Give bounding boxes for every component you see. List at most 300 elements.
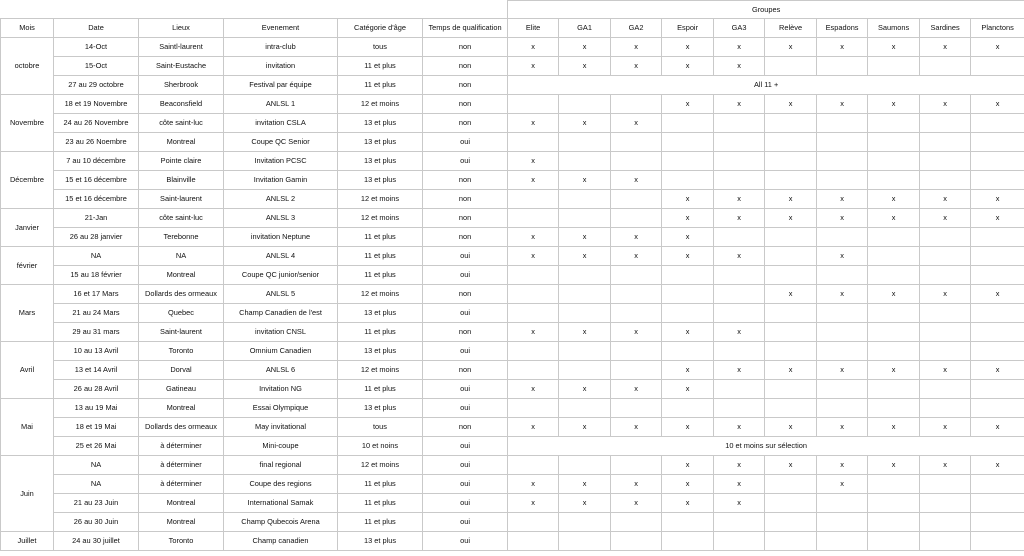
age-category-cell: 12 et moins (338, 361, 423, 380)
date-cell: 10 au 13 Avril (54, 342, 139, 361)
group-mark-cell (817, 304, 868, 323)
group-mark-cell: x (611, 114, 662, 133)
group-mark-cell (611, 513, 662, 532)
date-cell: 21-Jan (54, 209, 139, 228)
event-cell: Coupe QC junior/senior (224, 266, 338, 285)
group-mark-cell (920, 304, 971, 323)
group-mark-cell (868, 114, 920, 133)
group-mark-cell: x (765, 361, 817, 380)
age-category-cell: 13 et plus (338, 342, 423, 361)
age-category-cell: 11 et plus (338, 475, 423, 494)
age-category-cell: 12 et moins (338, 190, 423, 209)
event-cell: Invitation PCSC (224, 152, 338, 171)
table-row (1, 190, 1024, 209)
group-mark-cell: x (662, 475, 714, 494)
group-mark-cell (817, 266, 868, 285)
group-mark-cell (971, 171, 1024, 190)
group-mark-cell (559, 342, 611, 361)
group-mark-cell (611, 152, 662, 171)
location-cell: Toronto (139, 342, 224, 361)
date-cell: 26 au 28 janvier (54, 228, 139, 247)
group-mark-cell (611, 133, 662, 152)
group-mark-cell: x (611, 228, 662, 247)
group-mark-cell (559, 399, 611, 418)
group-mark-cell (765, 114, 817, 133)
event-cell: Champ canadien (224, 532, 338, 551)
month-cell: Juin (1, 456, 54, 532)
qualification-cell: oui (423, 380, 508, 399)
group-mark-cell (559, 95, 611, 114)
group-mark-cell: x (611, 171, 662, 190)
date-cell: 26 au 30 Juin (54, 513, 139, 532)
group-mark-cell: x (559, 114, 611, 133)
group-mark-cell: x (765, 285, 817, 304)
group-mark-cell (714, 285, 765, 304)
group-mark-cell: x (817, 95, 868, 114)
qualification-cell: oui (423, 494, 508, 513)
group-mark-cell (817, 323, 868, 342)
group-mark-cell: x (817, 190, 868, 209)
group-mark-cell (868, 57, 920, 76)
group-mark-cell: x (714, 456, 765, 475)
group-mark-cell (920, 152, 971, 171)
group-mark-cell (920, 342, 971, 361)
age-category-cell: 12 et moins (338, 209, 423, 228)
qualification-cell: non (423, 209, 508, 228)
date-cell: 24 au 30 juillet (54, 532, 139, 551)
group-mark-cell (971, 57, 1024, 76)
event-cell: Essai Olympique (224, 399, 338, 418)
group-mark-cell (611, 342, 662, 361)
table-row (1, 285, 1024, 304)
group-mark-cell (662, 399, 714, 418)
month-cell: Janvier (1, 209, 54, 247)
group-mark-cell: x (971, 418, 1024, 437)
group-mark-cell: x (714, 418, 765, 437)
location-cell: Saint-laurent (139, 323, 224, 342)
group-mark-cell: x (662, 494, 714, 513)
table-row (1, 323, 1024, 342)
group-mark-cell: x (920, 209, 971, 228)
group-mark-cell (765, 399, 817, 418)
qualification-cell: non (423, 57, 508, 76)
table-row (1, 38, 1024, 57)
group-mark-cell: x (508, 38, 559, 57)
group-mark-cell (508, 266, 559, 285)
group-mark-cell: x (559, 494, 611, 513)
column-header: Relève (765, 19, 817, 38)
group-mark-cell: x (868, 209, 920, 228)
month-cell: février (1, 247, 54, 285)
group-mark-cell: x (868, 190, 920, 209)
group-mark-cell: x (559, 380, 611, 399)
group-mark-cell (971, 114, 1024, 133)
group-mark-cell: x (662, 456, 714, 475)
group-mark-cell: x (920, 38, 971, 57)
group-mark-cell (765, 475, 817, 494)
table-row (1, 361, 1024, 380)
column-header: Espoir (662, 19, 714, 38)
event-cell: Invitation NG (224, 380, 338, 399)
date-cell: 24 au 26 Novembre (54, 114, 139, 133)
group-mark-cell (559, 190, 611, 209)
event-cell: invitation CNSL (224, 323, 338, 342)
group-mark-cell: x (920, 95, 971, 114)
event-cell: Invitation Gamin (224, 171, 338, 190)
date-cell: 21 au 24 Mars (54, 304, 139, 323)
table-row (1, 209, 1024, 228)
age-category-cell: 11 et plus (338, 513, 423, 532)
event-cell: Mini-coupe (224, 437, 338, 456)
location-cell: côte saint-luc (139, 114, 224, 133)
month-cell: Avril (1, 342, 54, 399)
age-category-cell: 13 et plus (338, 532, 423, 551)
table-row (1, 494, 1024, 513)
qualification-cell: non (423, 190, 508, 209)
table-row (1, 304, 1024, 323)
group-mark-cell: x (559, 418, 611, 437)
group-mark-cell (971, 380, 1024, 399)
group-mark-cell (765, 57, 817, 76)
column-header: Lieux (139, 19, 224, 38)
group-mark-cell: x (920, 456, 971, 475)
group-mark-cell (971, 266, 1024, 285)
location-cell: Saint-Eustache (139, 57, 224, 76)
location-cell: Saint-laurent (139, 190, 224, 209)
event-cell: ANLSL 3 (224, 209, 338, 228)
age-category-cell: 10 et noins (338, 437, 423, 456)
group-mark-cell (868, 247, 920, 266)
qualification-cell: oui (423, 399, 508, 418)
table-row (1, 76, 1024, 95)
group-mark-cell: x (714, 475, 765, 494)
group-mark-cell (817, 228, 868, 247)
qualification-cell: non (423, 76, 508, 95)
age-category-cell: 11 et plus (338, 57, 423, 76)
qualification-cell: oui (423, 532, 508, 551)
group-mark-cell: x (920, 190, 971, 209)
event-cell: Champ Qubecois Arena (224, 513, 338, 532)
group-mark-cell: x (868, 38, 920, 57)
table-row (1, 114, 1024, 133)
group-mark-cell (714, 304, 765, 323)
column-header: Catégorie d'âge (338, 19, 423, 38)
group-mark-cell (765, 342, 817, 361)
group-mark-cell (920, 380, 971, 399)
location-cell: Quebec (139, 304, 224, 323)
group-mark-cell (508, 209, 559, 228)
group-mark-cell (662, 532, 714, 551)
group-mark-cell: x (765, 456, 817, 475)
group-mark-cell (817, 532, 868, 551)
date-cell: 7 au 10 décembre (54, 152, 139, 171)
date-cell: 23 au 26 Noembre (54, 133, 139, 152)
group-mark-cell (714, 380, 765, 399)
column-header: GA2 (611, 19, 662, 38)
column-header: GA3 (714, 19, 765, 38)
date-cell: 14-Oct (54, 38, 139, 57)
group-mark-cell (508, 342, 559, 361)
group-mark-cell (662, 266, 714, 285)
month-cell: Mars (1, 285, 54, 342)
group-mark-cell: x (765, 190, 817, 209)
group-mark-cell (765, 323, 817, 342)
qualification-cell: oui (423, 304, 508, 323)
group-mark-cell (971, 399, 1024, 418)
group-mark-cell: x (508, 475, 559, 494)
group-mark-cell: x (971, 190, 1024, 209)
event-cell: invitation (224, 57, 338, 76)
group-mark-cell (971, 342, 1024, 361)
table-row (1, 418, 1024, 437)
group-mark-cell (559, 285, 611, 304)
group-mark-cell: x (971, 456, 1024, 475)
group-mark-cell: x (714, 57, 765, 76)
qualification-cell: oui (423, 266, 508, 285)
group-mark-cell (714, 266, 765, 285)
age-category-cell: 12 et moins (338, 456, 423, 475)
group-mark-cell (920, 323, 971, 342)
table-row (1, 266, 1024, 285)
group-mark-cell (559, 304, 611, 323)
event-cell: Coupe QC Senior (224, 133, 338, 152)
group-mark-cell (971, 323, 1024, 342)
group-mark-cell: x (817, 475, 868, 494)
group-mark-cell (714, 513, 765, 532)
group-mark-cell (817, 342, 868, 361)
group-mark-cell: x (559, 57, 611, 76)
group-mark-cell (765, 380, 817, 399)
date-cell: 15-Oct (54, 57, 139, 76)
group-mark-cell (662, 114, 714, 133)
table-row (1, 95, 1024, 114)
column-header: Evenement (224, 19, 338, 38)
group-mark-cell (920, 228, 971, 247)
group-mark-cell (559, 361, 611, 380)
group-mark-cell (868, 171, 920, 190)
group-mark-cell (611, 361, 662, 380)
group-mark-cell (765, 152, 817, 171)
group-mark-cell: x (559, 475, 611, 494)
group-mark-cell (971, 152, 1024, 171)
group-mark-cell (920, 266, 971, 285)
group-mark-cell: x (508, 152, 559, 171)
group-mark-cell (559, 133, 611, 152)
column-header-row (1, 19, 1024, 38)
event-cell: Coupe des regions (224, 475, 338, 494)
location-cell: Montreal (139, 266, 224, 285)
group-mark-cell: x (817, 209, 868, 228)
group-mark-cell: x (662, 209, 714, 228)
qualification-cell: non (423, 114, 508, 133)
group-mark-cell (817, 171, 868, 190)
location-cell: à déterminer (139, 475, 224, 494)
group-mark-cell (920, 399, 971, 418)
event-cell: ANLSL 4 (224, 247, 338, 266)
group-mark-cell (920, 494, 971, 513)
group-mark-cell: x (611, 418, 662, 437)
table-row (1, 380, 1024, 399)
group-mark-cell: x (868, 456, 920, 475)
group-mark-cell (868, 304, 920, 323)
age-category-cell: tous (338, 418, 423, 437)
group-mark-cell: x (714, 38, 765, 57)
date-cell: 18 et 19 Mai (54, 418, 139, 437)
location-cell: Dollards des ormeaux (139, 418, 224, 437)
group-mark-cell (765, 171, 817, 190)
date-cell: NA (54, 475, 139, 494)
group-mark-cell (868, 494, 920, 513)
group-mark-cell: x (611, 475, 662, 494)
group-mark-cell: x (817, 38, 868, 57)
month-cell: octobre (1, 38, 54, 95)
group-mark-cell: x (508, 57, 559, 76)
group-mark-cell (817, 380, 868, 399)
date-cell: 16 et 17 Mars (54, 285, 139, 304)
group-mark-cell: x (508, 494, 559, 513)
age-category-cell: 13 et plus (338, 152, 423, 171)
group-mark-cell (714, 114, 765, 133)
group-mark-cell (868, 228, 920, 247)
group-mark-cell (920, 57, 971, 76)
column-header: Sardines (920, 19, 971, 38)
group-mark-cell (559, 209, 611, 228)
group-mark-cell: x (765, 38, 817, 57)
group-mark-cell (559, 456, 611, 475)
group-mark-cell: x (971, 95, 1024, 114)
group-mark-cell (765, 513, 817, 532)
group-mark-cell: x (920, 285, 971, 304)
column-header: Elite (508, 19, 559, 38)
month-cell: Décembre (1, 152, 54, 209)
group-mark-cell (508, 361, 559, 380)
table-row (1, 228, 1024, 247)
event-cell: ANLSL 2 (224, 190, 338, 209)
location-cell: Montreal (139, 494, 224, 513)
groups-note-cell: 10 et moins sur sélection (508, 437, 1024, 456)
group-mark-cell (508, 95, 559, 114)
age-category-cell: 12 et moins (338, 95, 423, 114)
group-mark-cell: x (662, 323, 714, 342)
table-row (1, 152, 1024, 171)
group-mark-cell (971, 247, 1024, 266)
location-cell: Toronto (139, 532, 224, 551)
date-cell: 26 au 28 Avril (54, 380, 139, 399)
group-mark-cell (611, 209, 662, 228)
group-mark-cell: x (559, 247, 611, 266)
group-mark-cell (971, 513, 1024, 532)
group-mark-cell (611, 304, 662, 323)
group-mark-cell (817, 114, 868, 133)
group-mark-cell: x (714, 361, 765, 380)
group-mark-cell: x (611, 380, 662, 399)
group-mark-cell: x (611, 38, 662, 57)
group-mark-cell (662, 152, 714, 171)
group-mark-cell: x (559, 323, 611, 342)
group-mark-cell (611, 456, 662, 475)
group-mark-cell: x (559, 171, 611, 190)
column-header: Espadons (817, 19, 868, 38)
group-mark-cell (971, 532, 1024, 551)
group-mark-cell (508, 532, 559, 551)
qualification-cell: oui (423, 475, 508, 494)
group-mark-cell (868, 513, 920, 532)
column-header: Mois (1, 19, 54, 38)
group-mark-cell (920, 532, 971, 551)
date-cell: 13 au 19 Mai (54, 399, 139, 418)
event-cell: intra-club (224, 38, 338, 57)
group-mark-cell (714, 342, 765, 361)
group-mark-cell: x (868, 95, 920, 114)
date-cell: NA (54, 456, 139, 475)
location-cell: Dollards des ormeaux (139, 285, 224, 304)
table-row (1, 342, 1024, 361)
group-mark-cell (714, 532, 765, 551)
group-mark-cell: x (662, 95, 714, 114)
age-category-cell: 11 et plus (338, 247, 423, 266)
group-mark-cell (817, 513, 868, 532)
groups-note-cell: All 11 + (508, 76, 1024, 95)
table-row (1, 532, 1024, 551)
group-mark-cell: x (765, 418, 817, 437)
group-mark-cell (971, 133, 1024, 152)
group-mark-cell: x (508, 247, 559, 266)
group-mark-cell (508, 304, 559, 323)
group-mark-cell (508, 190, 559, 209)
groupes-header-row (1, 1, 1024, 19)
group-mark-cell (817, 399, 868, 418)
qualification-cell: oui (423, 342, 508, 361)
schedule-body (1, 38, 1024, 551)
event-cell: invitation Neptune (224, 228, 338, 247)
group-mark-cell (611, 190, 662, 209)
qualification-cell: oui (423, 247, 508, 266)
empty-header-cell (1, 1, 508, 19)
month-cell: Novembre (1, 95, 54, 152)
location-cell: Montreal (139, 513, 224, 532)
date-cell: 27 au 29 octobre (54, 76, 139, 95)
location-cell: à déterminer (139, 437, 224, 456)
group-mark-cell (817, 57, 868, 76)
age-category-cell: 13 et plus (338, 304, 423, 323)
group-mark-cell: x (971, 38, 1024, 57)
group-mark-cell: x (662, 380, 714, 399)
group-mark-cell: x (508, 228, 559, 247)
column-header: Date (54, 19, 139, 38)
group-mark-cell (765, 532, 817, 551)
age-category-cell: 13 et plus (338, 114, 423, 133)
location-cell: côte saint-luc (139, 209, 224, 228)
column-header: Saumons (868, 19, 920, 38)
table-row (1, 399, 1024, 418)
group-mark-cell: x (508, 114, 559, 133)
age-category-cell: 11 et plus (338, 323, 423, 342)
event-cell: ANLSL 1 (224, 95, 338, 114)
group-mark-cell: x (559, 38, 611, 57)
group-mark-cell: x (662, 228, 714, 247)
group-mark-cell (508, 285, 559, 304)
group-mark-cell: x (662, 247, 714, 266)
group-mark-cell: x (714, 323, 765, 342)
group-mark-cell: x (714, 190, 765, 209)
age-category-cell: 12 et moins (338, 285, 423, 304)
group-mark-cell (971, 228, 1024, 247)
location-cell: Pointe claire (139, 152, 224, 171)
group-mark-cell (559, 266, 611, 285)
event-cell: International Samak (224, 494, 338, 513)
group-mark-cell: x (868, 418, 920, 437)
group-mark-cell (611, 266, 662, 285)
